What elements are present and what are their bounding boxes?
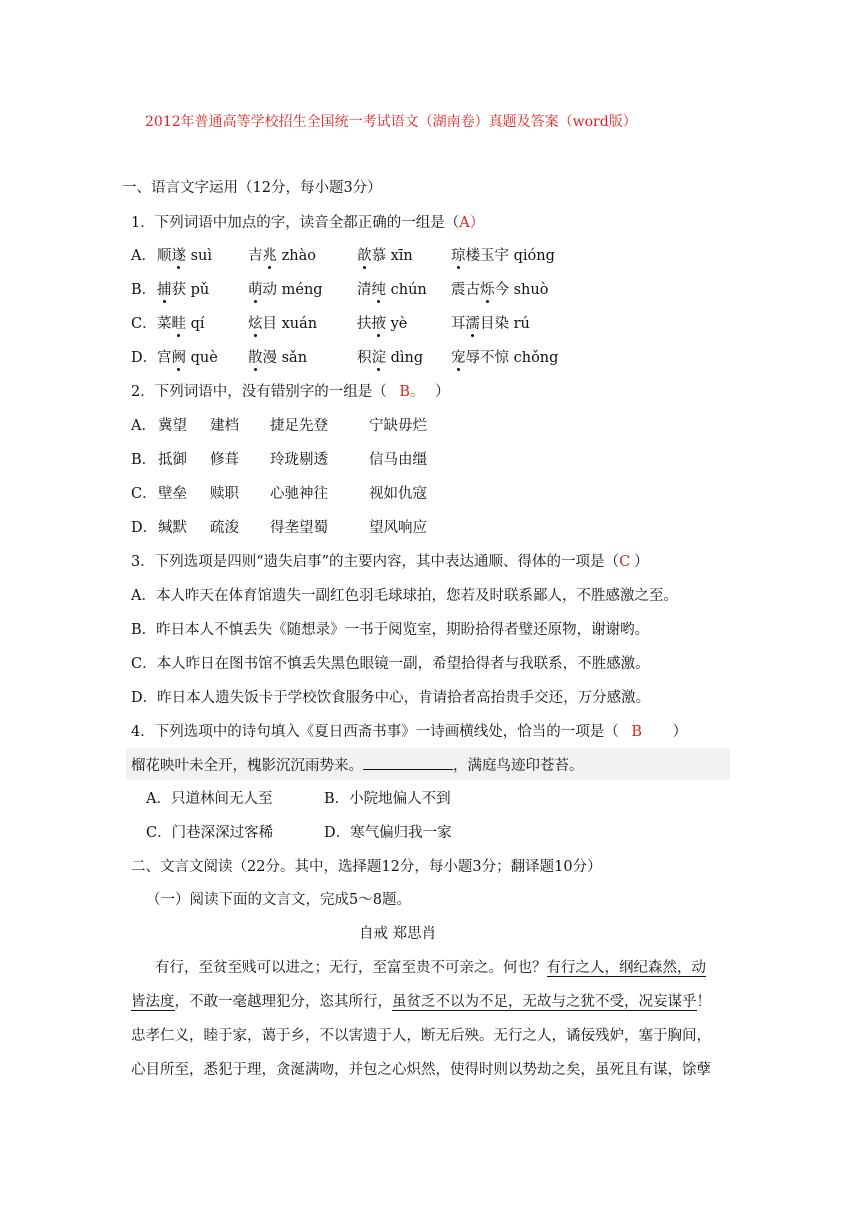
dotted-character: 炫 <box>248 316 263 332</box>
option-word: 萌动 méng <box>248 282 323 298</box>
answer-key: C <box>619 554 631 570</box>
option-word: 疏浚 <box>210 520 239 536</box>
dotted-character: 兆 <box>262 248 277 264</box>
option-word: 壁垒 <box>158 486 187 502</box>
option-word: 修葺 <box>210 452 239 468</box>
option-letter: C． <box>131 316 157 332</box>
option-d: D．昨日本人遗失饭卡于学校饮食服务中心，肯请拾者高抬贵手交还，万分感激。 <box>131 690 651 706</box>
option-word: 耳濡目染 rú <box>451 316 530 332</box>
question-2: 2．下列词语中，没有错别字的一组是（ B。 ） <box>131 384 450 400</box>
option-word: 赎职 <box>210 486 239 502</box>
dotted-character: 捕 <box>157 282 172 298</box>
option-word: 宫阙 què <box>157 350 218 366</box>
option-word: 视如仇寇 <box>369 486 427 502</box>
option-word: 心驰神往 <box>270 486 328 502</box>
dotted-character: 淀 <box>371 350 386 366</box>
essay-title: 自戒 郑思肖 <box>359 926 437 942</box>
option-letter: D． <box>131 350 158 366</box>
option-letter: A． <box>131 418 156 434</box>
option-c: C．本人昨日在图书馆不慎丢失黑色眼镜一副，希望拾得者与我联系，不胜感激。 <box>131 656 650 672</box>
option-word: 得垄望蜀 <box>270 520 328 536</box>
option-word: 琼楼玉宇 qióng <box>451 248 555 264</box>
document-title: 2012年普通高等学校招生全国统一考试语文（湖南卷）真题及答案（word版） <box>145 114 637 130</box>
option-word: 捕获 pǔ <box>157 282 210 298</box>
dotted-character: 琼 <box>451 248 466 264</box>
poem-line: 榴花映叶未全开，槐影沉沉雨势来。 ，满庭鸟迹印苍苔。 <box>131 755 584 776</box>
option-row <box>131 246 156 266</box>
dotted-character: 纯 <box>371 282 386 298</box>
answer-key: A <box>459 215 470 231</box>
option-word: 顺遂 suì <box>157 248 213 264</box>
option-word: 建档 <box>210 418 239 434</box>
option-row <box>131 280 156 300</box>
option-word: 宁缺毋烂 <box>369 418 427 434</box>
option-letter: B． <box>131 452 157 468</box>
option-word: 缄默 <box>158 520 187 536</box>
option-word: 清纯 chún <box>357 282 427 298</box>
dotted-character: 遂 <box>171 248 186 264</box>
option-a: A．本人昨天在体育馆遗失一副红色羽毛球球拍，您若及时联系鄙人，不胜感激之至。 <box>131 588 678 604</box>
paragraph-line: 忠孝仁义，睦于家，蔼于乡，不以害遗于人，断无后殃。无行之人，谲佞残妒，塞于胸间， <box>131 1028 711 1044</box>
subsection-heading: （一）阅读下面的文言文，完成5～8题。 <box>146 892 411 908</box>
option-b: B．昨日本人不慎丢失《随想录》一书于阅览室，期盼拾得者璧还原物，谢谢哟。 <box>131 622 650 638</box>
dotted-character: 畦 <box>171 316 186 332</box>
option-word: 玲珑剔透 <box>270 452 328 468</box>
question-3: 3．下列选项是四则“遗失启事”的主要内容，其中表达通顺、得体的一项是（C ） <box>131 554 649 570</box>
section-heading: 二、文言文阅读（22分。其中，选择题12分，每小题3分；翻译题10分） <box>131 859 602 875</box>
option-letter: B． <box>131 282 157 298</box>
option-word: 扶掖 yè <box>357 316 408 332</box>
option-row <box>131 348 157 368</box>
option-row <box>131 314 157 334</box>
option-b: B．小院地偏人不到 <box>324 791 451 807</box>
fill-blank <box>363 755 453 770</box>
option-word: 歆慕 xīn <box>357 248 413 264</box>
dotted-character: 萌 <box>248 282 263 298</box>
dotted-character: 濡 <box>465 316 480 332</box>
option-word: 宠辱不惊 chǒng <box>451 350 559 366</box>
option-word: 信马由缰 <box>369 452 427 468</box>
option-letter: D． <box>131 520 158 536</box>
dotted-character: 宠 <box>451 350 466 366</box>
dotted-character: 散 <box>248 350 263 366</box>
answer-key: B <box>399 384 410 400</box>
option-word: 震古烁今 shuò <box>451 282 549 298</box>
option-word: 捷足先登 <box>270 418 328 434</box>
option-word: 吉兆 zhào <box>248 248 316 264</box>
option-word: 抵御 <box>158 452 187 468</box>
dotted-character: 歆 <box>357 248 372 264</box>
option-letter: A． <box>131 248 156 264</box>
option-d: D．寒气偏归我一家 <box>324 825 452 841</box>
paragraph-line: 皆法度，不敢一毫越理犯分，恣其所行，虽贫乏不以为不足，无故与之犹不受，况妄谋乎！ <box>131 994 711 1010</box>
answer-key: B <box>631 724 642 740</box>
paragraph-line: 心目所至，悉犯于理，贪涎满吻，并包之心炽然，使得时则以势劫之矣，虽死且有谋，馀孽 <box>131 1062 711 1078</box>
dotted-character: 阙 <box>171 350 186 366</box>
option-word: 冀望 <box>158 418 187 434</box>
question-4: 4．下列选项中的诗句填入《夏日西斋书事》一诗画横线处，恰当的一项是（ B ） <box>131 724 688 740</box>
dotted-character: 掖 <box>371 316 386 332</box>
option-word: 积淀 dìng <box>357 350 424 366</box>
option-a: A．只道林间无人至 <box>146 791 273 807</box>
section-heading: 一、语言文字运用（12分，每小题3分） <box>122 180 382 196</box>
option-word: 望风响应 <box>369 520 427 536</box>
dotted-character: 烁 <box>480 282 495 298</box>
option-word: 菜畦 qí <box>157 316 205 332</box>
option-word: 散漫 sǎn <box>248 350 308 366</box>
option-c: C．门巷深深过客稀 <box>146 825 274 841</box>
option-word: 炫目 xuán <box>248 316 318 332</box>
paragraph-line: 有行，至贫至贱可以进之；无行，至富至贵不可亲之。何也？有行之人，纲纪森然，动 <box>155 960 706 976</box>
question-1: 1．下列词语中加点的字，读音全都正确的一组是（A） <box>131 215 485 231</box>
option-letter: C． <box>131 486 157 502</box>
